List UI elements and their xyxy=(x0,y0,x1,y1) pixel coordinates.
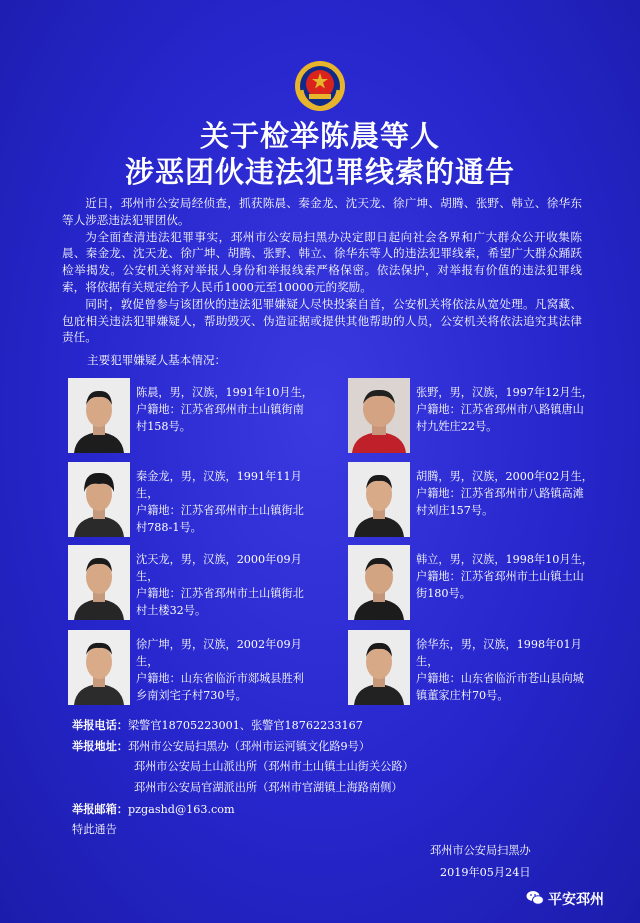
suspect-line-3: 镇董家庄村70号。 xyxy=(416,689,509,702)
suspect-card xyxy=(348,630,598,705)
paragraph-3: 同时，敦促曾参与该团伙的违法犯罪嫌疑人尽快投案自首，公安机关将依法从宽处理。凡窝藏、包庇相关违法犯罪嫌疑人，帮助毁灭、伪造证据或提供其他帮助的人员，公安机关将依法追究其法律责任。 xyxy=(62,296,582,345)
report-phone-value: 梁警官18705223001、张警官18762233167 xyxy=(127,719,363,732)
suspect-card xyxy=(68,545,318,620)
suspect-card xyxy=(348,545,598,620)
page-title-line-1: 关于检举陈晨等人 xyxy=(199,119,440,153)
notice-end: 特此通告 xyxy=(72,823,117,836)
suspect-photo xyxy=(348,378,410,453)
suspect-line-1: 沈天龙，男，汉族，2000年09月生， xyxy=(136,553,302,583)
suspects-label: 主要犯罪嫌疑人基本情况： xyxy=(87,353,227,367)
suspect-line-2: 户籍地：江苏省邳州市八路镇高滩 xyxy=(416,487,584,500)
suspect-line-3: 村刘庄157号。 xyxy=(416,504,494,517)
report-email-value: pzgashd@163.com xyxy=(127,803,235,816)
suspect-card xyxy=(348,378,598,453)
suspect-photo xyxy=(348,462,410,537)
suspect-photo xyxy=(348,545,410,620)
suspect-line-3: 街180号。 xyxy=(416,587,471,600)
suspect-line-1: 胡腾，男，汉族，2000年02月生， xyxy=(416,470,593,483)
suspect-line-1: 徐华东，男，汉族，1998年01月生， xyxy=(416,638,582,668)
suspect-line-3: 村158号。 xyxy=(136,420,191,433)
report-phone-label: 举报电话： xyxy=(72,718,128,732)
page-title-line-2: 涉恶团伙违法犯罪线索的通告 xyxy=(124,155,515,189)
report-address-line-1: 邳州市公安局扫黑办（邳州市运河镇文化路9号） xyxy=(127,740,371,753)
suspect-photo xyxy=(348,630,410,705)
suspect-line-1: 陈晨，男，汉族，1991年10月生， xyxy=(136,386,313,399)
signature-org: 邳州市公安局扫黑办 xyxy=(430,844,531,857)
police-emblem-icon xyxy=(294,60,346,112)
suspect-line-2: 户籍地：山东省临沂市苍山县向城 xyxy=(416,672,584,685)
paragraph-2: 为全面查清违法犯罪事实，邳州市公安局扫黑办决定即日起向社会各界和广大群众公开收集陈晨、秦金龙、沈天龙、徐广坤、胡腾、张野、韩立、徐华东等人的违法犯罪线索，希望广大群众踊跃检举揭发。公安机关将对举报人身份和举报线索严格保密。依法保护，对举报有价值的违法犯罪线索，将依据有关规定给予人民币1000元至10000元的奖励。 xyxy=(62,229,582,294)
suspect-card xyxy=(68,630,318,705)
wechat-icon xyxy=(526,890,544,906)
suspect-line-1: 徐广坤，男，汉族，2002年09月生， xyxy=(136,638,302,668)
suspect-photo xyxy=(68,462,130,537)
suspect-photo xyxy=(68,630,130,705)
suspect-line-3: 村788-1号。 xyxy=(136,521,202,534)
watermark xyxy=(526,887,636,911)
report-phone xyxy=(72,716,363,735)
suspect-card xyxy=(68,462,318,537)
suspect-line-2: 户籍地：江苏省邳州市八路镇唐山 xyxy=(416,403,584,416)
suspect-line-2: 户籍地：江苏省邳州市土山镇街南 xyxy=(136,403,304,416)
report-email-label: 举报邮箱： xyxy=(72,802,128,816)
report-address-label: 举报地址： xyxy=(72,739,128,753)
suspect-line-2: 户籍地：江苏省邳州市土山镇土山 xyxy=(416,570,584,583)
suspect-card xyxy=(68,378,318,453)
suspect-card xyxy=(348,462,598,537)
suspect-line-3: 村九姓庄22号。 xyxy=(416,420,498,433)
report-address-line-3: 邳州市公安局官湖派出所（邳州市官湖镇上海路南侧） xyxy=(134,781,403,794)
notice-body xyxy=(62,195,582,346)
suspect-photo xyxy=(68,545,130,620)
paragraph-1: 近日，邳州市公安局经侦查，抓获陈晨、秦金龙、沈天龙、徐广坤、胡腾、张野、韩立、徐华东等人涉恶违法犯罪团伙。 xyxy=(62,196,582,227)
suspect-line-2: 户籍地：江苏省邳州市土山镇街北 xyxy=(136,587,304,600)
suspect-photo xyxy=(68,378,130,453)
suspect-line-2: 户籍地：江苏省邳州市土山镇街北 xyxy=(136,504,304,517)
suspect-line-1: 韩立，男，汉族，1998年10月生， xyxy=(416,553,593,566)
suspect-line-1: 张野，男，汉族，1997年12月生， xyxy=(416,386,593,399)
report-email xyxy=(72,800,235,819)
report-address-line-2: 邳州市公安局土山派出所（邳州市土山镇土山街关公路） xyxy=(134,760,414,773)
suspect-line-3: 村土楼32号。 xyxy=(136,604,207,617)
watermark-text: 平安邳州 xyxy=(548,892,604,908)
suspect-line-2: 户籍地：山东省临沂市郯城县胜利 xyxy=(136,672,304,685)
signature-date: 2019年05月24日 xyxy=(440,866,531,879)
suspect-line-1: 秦金龙，男，汉族，1991年11月生， xyxy=(136,470,302,500)
suspect-line-3: 乡南刘宅子村730号。 xyxy=(136,689,247,702)
report-address xyxy=(72,737,370,756)
